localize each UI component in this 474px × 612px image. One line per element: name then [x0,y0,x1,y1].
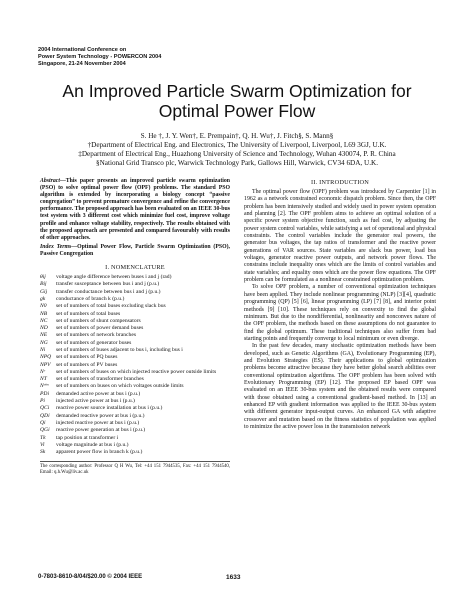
introduction-heading: II. INTRODUCTION [310,179,370,186]
nomenclature-description: set of numbers of generator buses [56,339,132,346]
nomenclature-symbol: QDi [40,412,50,419]
nomenclature-row [40,311,230,318]
corresponding-author-footnote: The corresponding author: Professor Q H Wu, Tel: +44 151 7944535, Fax: +44 151 7944540, Email: q.h.Wu@liv.ac.uk [40,461,230,476]
right-column [244,178,436,431]
index-terms-text: —Optimal Power Flow, Particle Swarm Optimization (PSO), Passive Congregation [40,243,230,257]
nomenclature-row [40,303,230,310]
nomenclature-description: set of numbers of shunt compensators [56,317,141,324]
nomenclature-description: reactive power generation at bus i (p.u.) [56,427,146,434]
nomenclature-symbol: Bij [40,281,47,288]
nomenclature-description: transfer conductance between bus i and j (p.u.) [56,288,161,295]
nomenclature-symbol: Nʳ [40,368,45,375]
conference-header [38,47,161,68]
nomenclature-description: set of numbers of PQ buses [56,354,118,361]
nomenclature-symbol: NG [40,339,48,346]
nomenclature-row [40,354,230,361]
nomenclature-row [40,405,230,412]
paper-title-line-2: Optimal Power Flow [158,101,316,121]
nomenclature-symbol: Qi [40,419,46,426]
nomenclature-row [40,435,230,442]
nomenclature-description: apparent power flow in branch k (p.u.) [56,449,143,456]
nomenclature-symbol: N0 [40,303,47,310]
nomenclature-row [40,449,230,456]
nomenclature-row [40,383,230,390]
nomenclature-symbol: θij [40,274,46,281]
nomenclature-description: demanded reactive power at bus i (p.u.) [56,412,145,419]
nomenclature-row [40,413,230,420]
nomenclature-symbol: PDi [40,390,50,397]
nomenclature-description: set of numbers of buses on which injected reactive power outside limits [56,368,217,375]
nomenclature-symbol: Nᵛˡᵐ [40,383,49,390]
nomenclature-symbol: NPQ [40,354,52,361]
nomenclature-description: injected reactive power at bus i (p.u.) [56,419,140,426]
nomenclature-heading: I. NOMENCLATURE [105,264,165,272]
nomenclature-row [40,289,230,296]
nomenclature-description: tap position at transformer i [56,434,119,441]
nomenclature-symbol: Sk [40,449,46,456]
nomenclature-row [40,332,230,339]
abstract [40,178,230,242]
nomenclature-symbol: QGi [40,427,50,434]
nomenclature-description: set of numbers of buses adjacent to bus i, including bus i [56,347,183,353]
intro-paragraph-3: In the past few decades, many stochastic optimization methods have been developed, such as Genetic Algorithms (GA), Evolutionary Programming (EP), and Evolution Strategies (ES). Their applications to global optimization problems become attractive because they have better global search abilities over conventional optimization algorithms. The OPF problem has been solved with Evolutionary Programming (EP) [12]. The proposed EP based OPF was evaluated on an IEEE 30-bus system and the obtained results were compared with those obtained using a conventional gradient-based method. In [13] an enhanced EP with gradient information was applied to the IEEE 30-bus system with different generator input-output curves. An enhanced GA with adaptive crossover and mutation based on the fitness statistics of population was applied to minimize the active power loss in the transmission network [244,343,436,430]
nomenclature-symbol: NB [40,310,48,317]
index-terms [40,244,230,258]
nomenclature-symbol: NPV [40,361,51,368]
nomenclature-description: transfer susceptance between bus i and j (p.u.) [56,281,160,288]
abstract-lead: Abstract [40,178,60,184]
isbn-copyright: 0-7803-8610-8/04/$20.00 © 2004 IEEE [38,574,143,580]
index-terms-lead: Index Terms [40,243,72,250]
intro-paragraph-2: To solve OPF problem, a number of conventional optimization techniques have been applied. They include nonlinear programming (NLP) [3][4], quadratic programming (QP) [5] [6], linear programming (LP) [7] [8], and interior point methods [9] [10]. These techniques rely on convexity to find the global minimum. But due to the nondifferential, nonlinearity and nonconvex nature of the OPF problem, the methods based on these assumptions do not guarantee to find the global optimum. These traditional techniques also suffer from bad starting points and frequently converge to local minimum or even diverge. [244,284,436,342]
nomenclature-row [40,427,230,434]
nomenclature-symbol: ND [40,325,48,332]
conference-line-3: Singapore, 21-24 November 2004 [38,61,126,67]
affiliation-2: ‡Department of Electrical Eng., Huazhong University of Science and Technology, Wuhan 430074, P. R. China [78,150,396,158]
nomenclature-row [40,318,230,325]
nomenclature-description: voltage angle difference between buses i and j (rad) [56,274,172,281]
nomenclature-description: demanded active power at bus i (p.u.) [56,390,141,397]
nomenclature-symbol: NC [40,317,48,324]
nomenclature-row [40,281,230,288]
nomenclature-row [40,340,230,347]
nomenclature-symbol: QCi [40,405,50,412]
nomenclature-symbol: NT [40,376,47,383]
nomenclature-list [40,274,230,456]
affiliation-3: §National Grid Transco plc, Warwick Technology Park, Gallows Hill, Warwick, CV34 6DA, U.K. [95,159,378,167]
nomenclature-description: conductance of branch k (p.u.) [56,295,125,302]
nomenclature-description: set of numbers on buses on which voltages outside limits [56,383,184,390]
nomenclature-description: set of numbers of total buses [56,310,121,317]
paper-title-line-1: An Improved Particle Swarm Optimization for [62,81,412,101]
nomenclature-description: injected active power at bus i (p.u.) [56,398,135,405]
nomenclature-symbol: Gij [40,288,48,295]
nomenclature-symbol: Ni [40,347,46,353]
nomenclature-symbol: gk [40,295,46,302]
nomenclature-description: set of numbers of power demand buses [56,325,144,332]
page-number: 1633 [226,574,241,581]
nomenclature-symbol: Vi [40,441,45,448]
nomenclature-description: set of numbers of PV buses [56,361,118,368]
intro-paragraph-1: The optimal power flow (OPF) problem was introduced by Carpentier [1] in 1962 as a network constrained economic dispatch problem. Since then, the OPF problem has been intensively studied and widely used in power system operation and planning [2]. The OPF problem aims to achieve an optimal solution of a specific power system objective function, such as fuel cost, by adjusting the power system control variables, while satisfying a set of operational and physical constraints. The control variables include the generator real powers, the generator bus voltages, the tap ratios of transformer and the reactive power generations of VAR sources. State variables are slack bus power, load bus voltages, generator reactive power outputs, and network power flows. The constrains include inequality ones which are the limits of control variables and state variables; and equality ones which are the power flow equations. The OPF problem can be formulated as a nonlinear constrained optimization problem. [244,189,436,284]
nomenclature-row [40,362,230,369]
affiliation-1: †Department of Electrical Eng. and Electronics, The University of Liverpool, Liverpool, L69 3GJ, U.K. [87,141,387,149]
nomenclature-symbol: NE [40,332,48,339]
nomenclature-description: reactive power source installation at bus i (p.u.) [56,405,163,412]
nomenclature-symbol: Pi [40,398,45,405]
left-column [40,178,230,476]
nomenclature-description: set of numbers of total buses excluding slack bus [56,303,166,310]
abstract-text: —This paper presents an improved particle swarm optimization (PSO) to solve optimal power flow (OPF) problems. The standard PSO algorithm is extended by incorporating a biology concept “passive congregation” to prevent premature convergence and refine the convergence performance. The proposed approach has been evaluated on an IEEE 30-bus test system with 3 different cost which minimize fuel cost, improve voltage profile and enhance voltage stability, respectively. The results obtained with the proposed approach are presented and compared favourably with results of other approaches. [40,178,230,241]
nomenclature-row [40,391,230,398]
conference-line-2: Power System Technology - POWERCON 2004 [38,54,162,60]
nomenclature-description: set of numbers of network branches [56,332,136,339]
nomenclature-symbol: Tk [40,434,46,441]
author-list: S. He †, J. Y. Wen†, E. Prempain†, Q. H. Wu†, J. Fitch§, S. Mann§ [140,132,334,140]
conference-line-1: 2004 International Conference on [38,47,127,53]
nomenclature-description: voltage magnitude at bus i (p.u.) [56,441,129,448]
nomenclature-description: set of numbers of transformer branches [56,376,144,383]
